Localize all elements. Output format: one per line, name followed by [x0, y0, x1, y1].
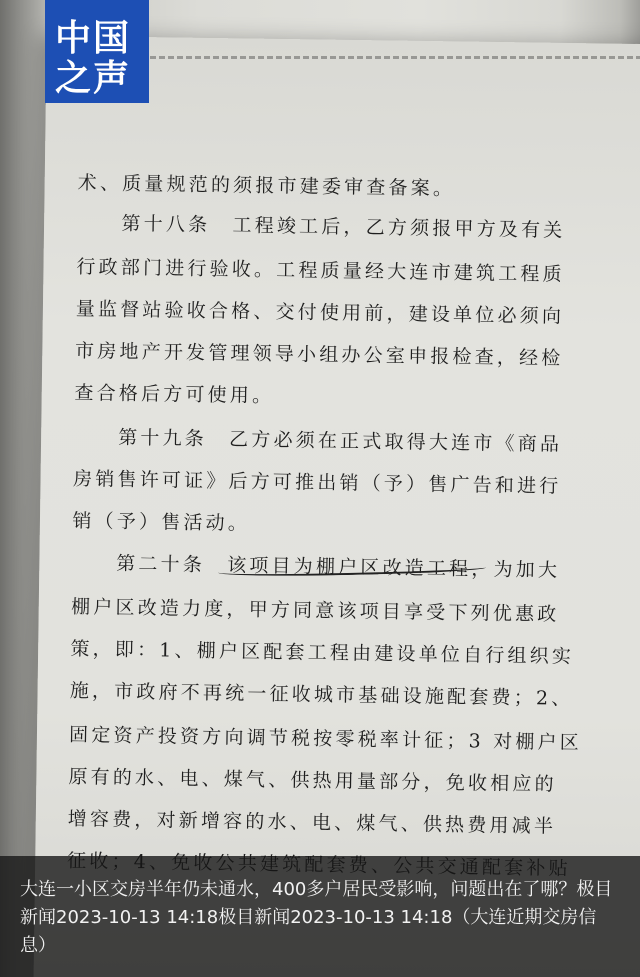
- document-line: 固定资产投资方向调节税按零税率计征；3 对棚户区: [68, 723, 583, 754]
- logo-text-bottom: 之声: [55, 58, 132, 99]
- document-line: 策，即：1、棚户区配套工程由建设单位自行组织实: [70, 637, 575, 668]
- document-line: 第十九条 乙方必须在正式取得大连市《商品: [73, 425, 563, 456]
- document-line: 第二十条 该项目为棚户区改造工程，为加大: [71, 551, 561, 582]
- document-line: 棚户区改造力度，甲方同意该项目享受下列优惠政: [70, 595, 560, 626]
- document-line: 销（予）售活动。: [72, 509, 251, 535]
- paper-edge-line: [150, 56, 640, 59]
- document-line: 术、质量规范的须报市建委审查备案。: [77, 171, 456, 200]
- document-line: 施，市政府不再统一征收城市基础设施配套费；2、: [69, 679, 574, 710]
- voice-of-china-logo: [45, 0, 149, 103]
- logo-text-top: 中国: [55, 18, 132, 59]
- document-line: 量监督站验收合格、交付使用前，建设单位必须向: [75, 297, 565, 328]
- document-line: 查合格后方可使用。: [74, 381, 275, 408]
- document-line: 增容费，对新增容的水、电、煤气、供热费用减半: [67, 807, 557, 838]
- news-caption-overlay: [0, 856, 640, 977]
- caption-text: 大连一小区交房半年仍未通水，400多户居民受影响，问题出在了哪？极目新闻2023-10-13 14:18极目新闻2023-10-13 14:18（大连近期交房信息）: [20, 879, 613, 956]
- document-line: 市房地产开发管理领导小组办公室申报检查，经检: [74, 339, 564, 370]
- document-line: 第十八条 工程竣工后，乙方须报甲方及有关: [76, 211, 566, 242]
- document-line: 行政部门进行验收。工程质量经大连市建筑工程质: [76, 255, 565, 286]
- document-line: 房销售许可证》后方可推出销（予）售广告和进行: [72, 467, 562, 498]
- document-line: 原有的水、电、煤气、供热用量部分，免收相应的: [68, 765, 557, 796]
